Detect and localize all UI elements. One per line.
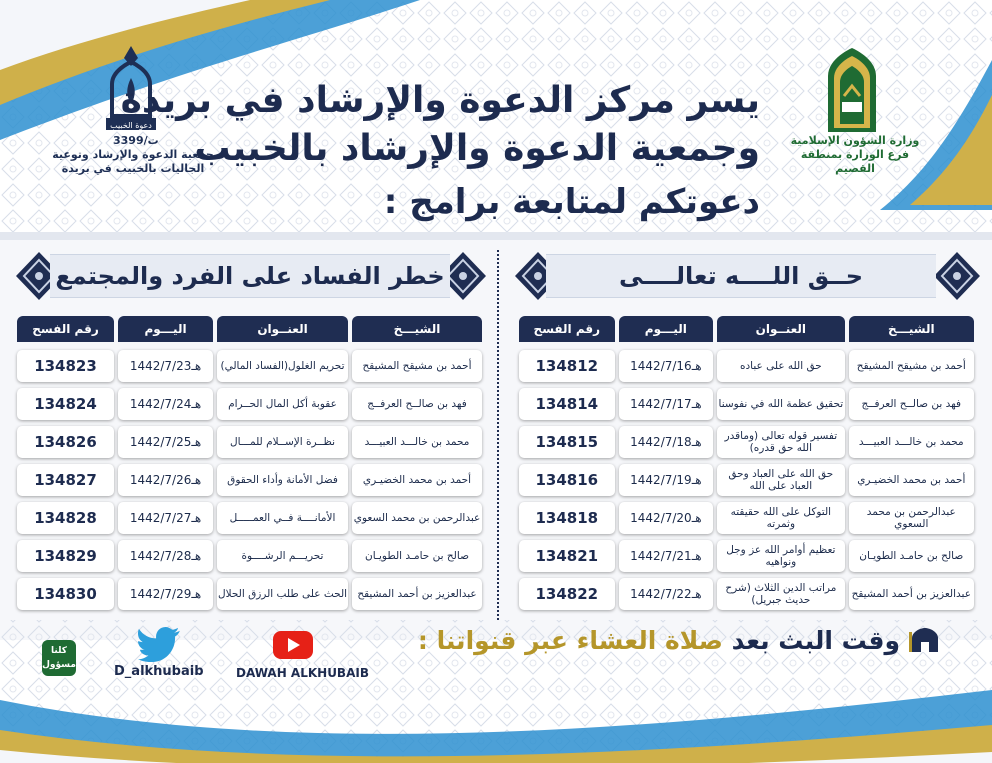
- right-program-table: [519, 316, 974, 616]
- title-cell: تحقيق عظمة الله في نفوسنا: [717, 388, 844, 420]
- youtube-icon[interactable]: [272, 630, 314, 660]
- title-cell: مراتب الدين الثلاث (شرح حديث جبريل): [717, 578, 844, 610]
- title-cell: التوكل على الله حقيقته وثمرته: [717, 502, 844, 534]
- table-row: [519, 426, 974, 458]
- left-program-title: خطر الفساد على الفرد والمجتمع: [50, 254, 450, 298]
- broadcast-prefix: وقت البث بعد: [731, 626, 900, 655]
- table-row: [17, 502, 482, 534]
- title-cell: تحريـــم الرشــــوة: [217, 540, 348, 572]
- room-cell: 134812: [519, 350, 615, 382]
- title-cell: نظــرة الإســلام للمـــال: [217, 426, 348, 458]
- sheikh-cell: عبدالعزيز بن أحمد المشيقح: [849, 578, 974, 610]
- sheikh-cell: عبدالعزيز بن أحمد المشيقح: [352, 578, 482, 610]
- sheikh-cell: أحمد بن محمد الخضيـري: [352, 464, 482, 496]
- sheikh-cell: فهد بن صالــح العرفــج: [849, 388, 974, 420]
- day-cell: 1442/7/25هـ: [118, 426, 213, 458]
- col-sheikh-header: الشيـــخ: [352, 316, 482, 342]
- day-cell: 1442/7/19هـ: [619, 464, 714, 496]
- room-cell: 134826: [17, 426, 114, 458]
- day-cell: 1442/7/23هـ: [118, 350, 213, 382]
- table-row: [519, 350, 974, 382]
- day-cell: 1442/7/16هـ: [619, 350, 714, 382]
- table-row: [17, 388, 482, 420]
- day-cell: 1442/7/27هـ: [118, 502, 213, 534]
- day-cell: 1442/7/26هـ: [118, 464, 213, 496]
- twitter-icon[interactable]: [138, 626, 184, 662]
- table-row: [519, 540, 974, 572]
- table-header: [519, 316, 974, 342]
- room-cell: 134827: [17, 464, 114, 496]
- table-row: [519, 388, 974, 420]
- ministry-name: [780, 134, 930, 176]
- association-name: [48, 148, 218, 176]
- day-cell: 1442/7/17هـ: [619, 388, 714, 420]
- left-program-table: [17, 316, 482, 616]
- sheikh-cell: عبدالرحمن بن محمد السعوي: [849, 502, 974, 534]
- title-cell: حق الله على عباده: [717, 350, 844, 382]
- day-cell: 1442/7/29هـ: [118, 578, 213, 610]
- room-cell: 134818: [519, 502, 615, 534]
- title-cell: فضل الأمانة وأداء الحقوق: [217, 464, 348, 496]
- registration-number: ت/3399: [113, 134, 159, 147]
- sheikh-cell: محمد بن خالـــد العبيـــد: [849, 426, 974, 458]
- day-cell: 1442/7/21هـ: [619, 540, 714, 572]
- title-cell: الأمانــــة فــي العمـــــل: [217, 502, 348, 534]
- table-row: [17, 426, 482, 458]
- title-cell: تعظيم أوامر الله عز وجل ونواهيه: [717, 540, 844, 572]
- sheikh-cell: صالح بن حامـد الطويـان: [849, 540, 974, 572]
- table-row: [17, 464, 482, 496]
- title-cell: تفسير قوله تعالى (وماقدر الله حق قدره): [717, 426, 844, 458]
- broadcast-time: [418, 626, 900, 655]
- room-cell: 134824: [17, 388, 114, 420]
- association-line-2: الجاليات بالخبيب في بريدة: [61, 162, 205, 175]
- sheikh-cell: فهد بن صالــح العرفــج: [352, 388, 482, 420]
- col-day-header: اليـــوم: [118, 316, 213, 342]
- sheikh-cell: أحمد بن محمد الخضيـري: [849, 464, 974, 496]
- sheikh-cell: أحمد بن مشيقح المشيقح: [849, 350, 974, 382]
- title-cell: الحث على طلب الرزق الحلال: [217, 578, 348, 610]
- table-row: [519, 502, 974, 534]
- col-day-header: اليـــوم: [619, 316, 714, 342]
- badge-icon: [42, 640, 76, 676]
- col-sheikh-header: الشيـــخ: [849, 316, 974, 342]
- table-row: [519, 464, 974, 496]
- ornament-icon: [932, 250, 982, 302]
- room-cell: 134830: [17, 578, 114, 610]
- broadcast-colon: :: [417, 626, 428, 655]
- ministry-line-1: وزارة الشؤون الإسلامية: [790, 134, 920, 147]
- room-cell: 134822: [519, 578, 615, 610]
- day-cell: 1442/7/24هـ: [118, 388, 213, 420]
- badge-line-2: مسؤول: [42, 660, 76, 670]
- logo-text: دعوة الخبيب: [110, 121, 152, 130]
- col-title-header: العنــوان: [217, 316, 348, 342]
- ministry-line-2: فرع الوزارة بمنطقة القصيم: [800, 148, 910, 175]
- day-cell: 1442/7/20هـ: [619, 502, 714, 534]
- ministry-logo-icon: [820, 46, 884, 134]
- mosque-footer-icon: [908, 624, 942, 654]
- column-divider: [497, 250, 499, 620]
- day-cell: 1442/7/18هـ: [619, 426, 714, 458]
- day-cell: 1442/7/22هـ: [619, 578, 714, 610]
- table-row: [17, 578, 482, 610]
- association-line-1: جمعية الدعوة والإرشاد وتوعية: [52, 148, 214, 161]
- room-cell: 134815: [519, 426, 615, 458]
- room-cell: 134829: [17, 540, 114, 572]
- badge-line-1: كلنا: [51, 646, 67, 656]
- room-cell: 134828: [17, 502, 114, 534]
- col-title-header: العنــوان: [717, 316, 844, 342]
- sheikh-cell: صالح بن حامـد الطويـان: [352, 540, 482, 572]
- broadcast-highlight: صلاة العشاء عبر قنواتنا: [436, 626, 723, 655]
- twitter-label[interactable]: D_alkhubaib: [114, 664, 204, 679]
- sheikh-cell: عبدالرحمن بن محمد السعوي: [352, 502, 482, 534]
- table-row: [17, 350, 482, 382]
- header-line-3: دعوتكم لمتابعة برامج :: [383, 182, 760, 222]
- header-line-1: يسر مركز الدعوة والإرشاد في بريدة: [120, 80, 760, 121]
- sheikh-cell: محمد بن خالـــد العبيـــد: [352, 426, 482, 458]
- room-cell: 134814: [519, 388, 615, 420]
- header-line-2: وجمعية الدعوة والإرشاد بالخبيب: [194, 128, 760, 169]
- day-cell: 1442/7/28هـ: [118, 540, 213, 572]
- title-cell: عقوبة أكل المال الحــرام: [217, 388, 348, 420]
- room-cell: 134816: [519, 464, 615, 496]
- title-cell: تحريم الغلول(الفساد المالي): [217, 350, 348, 382]
- sheikh-cell: أحمد بن مشيقح المشيقح: [352, 350, 482, 382]
- title-cell: حق الله على العباد وحق العباد على الله: [717, 464, 844, 496]
- col-room-header: رقم الفسح: [17, 316, 114, 342]
- youtube-label[interactable]: DAWAH ALKHUBAIB: [236, 666, 369, 680]
- room-cell: 134823: [17, 350, 114, 382]
- table-row: [519, 578, 974, 610]
- table-header: [17, 316, 482, 342]
- table-row: [17, 540, 482, 572]
- room-cell: 134821: [519, 540, 615, 572]
- col-room-header: رقم الفسح: [519, 316, 615, 342]
- right-program-title: حــق اللــــه تعالــــى: [546, 254, 936, 298]
